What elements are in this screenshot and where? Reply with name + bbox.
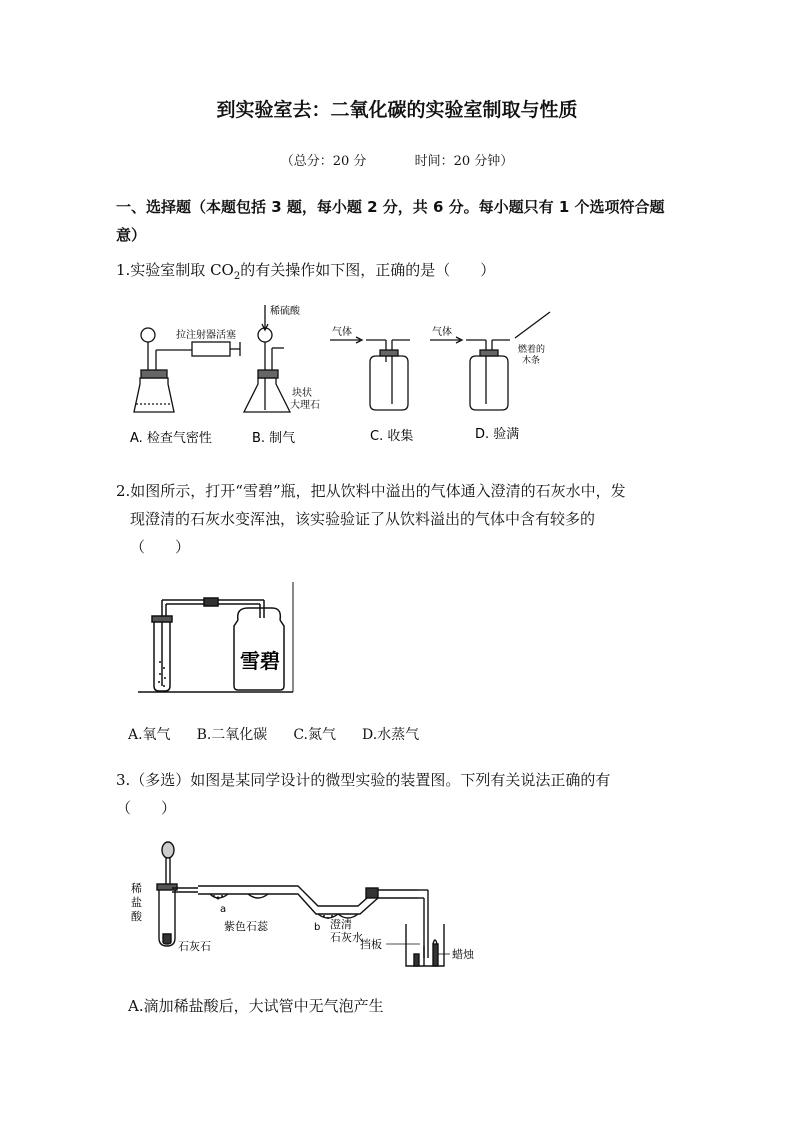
bottle-label: 雪碧 [240,649,280,673]
q2-figure [138,582,298,700]
time-limit: 时间：20 分钟） [414,154,514,169]
label-gas-c: 气体 [332,327,352,338]
q3-line-1: 3.（多选）如图是某同学设计的微型实验的装置图。下列有关说法正确的有 [116,771,611,789]
label-marble-1: 块状 [292,388,312,399]
q2-option-b: B.二氧化碳 [196,727,268,743]
flask-b [244,378,290,412]
flask-a [134,378,174,412]
question-3 [116,766,686,822]
label-a: a [220,904,227,915]
q1-subscript: 2 [233,271,241,282]
label-litmus: 紫色石蕊 [224,920,268,933]
burning-stick [515,312,550,338]
label-marble-2: 大理石 [290,400,320,411]
caption-d: D. 验满 [475,427,520,442]
caption-b: B. 制气 [252,431,296,446]
q2-line-1: 2.如图所示，打开“雪碧”瓶，把从饮料中溢出的气体通入澄清的石灰水中，发 [116,482,626,500]
label-limewater-1: 澄清 [330,918,352,931]
total-score: （总分：20 分 [280,154,367,169]
label-gas-d: 气体 [432,327,452,338]
q2-option-a: A.氧气 [128,727,171,743]
label-stick-2: 木条 [522,356,541,366]
q2-options [128,724,445,744]
label-baffle: 挡板 [360,938,382,951]
bottle-d [470,356,508,410]
label-acid-3: 酸 [131,910,142,923]
q1-figure [120,300,560,460]
caption-c: C. 收集 [370,429,414,444]
q1-text-suffix: 的有关操作如下图，正确的是（ ） [240,261,496,279]
q2-option-c: C.氮气 [293,727,336,743]
label-candle: 蜡烛 [452,948,474,961]
question-1 [116,256,495,291]
q2-line-3: （ ） [130,538,191,556]
label-stick-1: 燃着的 [518,345,546,355]
section-heading: 一、选择题（本题包括 3 题，每小题 2 分，共 6 分。每小题只有 1 个选项符合题意） [116,198,665,244]
caption-a: A. 检查气密性 [130,431,212,446]
q2-option-d: D.水蒸气 [361,727,420,743]
label-acid-1: 稀 [131,882,142,895]
q3-figure [128,838,488,972]
funnel-bulb-a [141,328,155,342]
bottle-c [370,356,408,410]
q2-line-2: 现澄清的石灰水变浑浊，该实验验证了从饮料溢出的气体中含有较多的 [130,510,596,528]
label-b: b [314,922,321,933]
label-acid-2: 盐 [131,896,142,909]
label-limestone: 石灰石 [178,940,211,953]
label-limewater-2: 石灰水 [330,931,363,944]
question-2 [116,477,686,561]
exam-info [0,150,794,169]
syringe [192,342,230,356]
dropper-bulb [162,842,174,858]
page-title: 到实验室去：二氧化碳的实验室制取与性质 [216,99,578,121]
q3-option-a: A.滴加稀盐酸后，大试管中无气泡产生 [128,997,384,1015]
label-syringe: 拉注射器活塞 [176,330,236,341]
label-acid: 稀硫酸 [270,306,300,317]
q3-line-2: （ ） [116,799,177,817]
q1-text-prefix: 1.实验室制取 CO [116,261,234,279]
